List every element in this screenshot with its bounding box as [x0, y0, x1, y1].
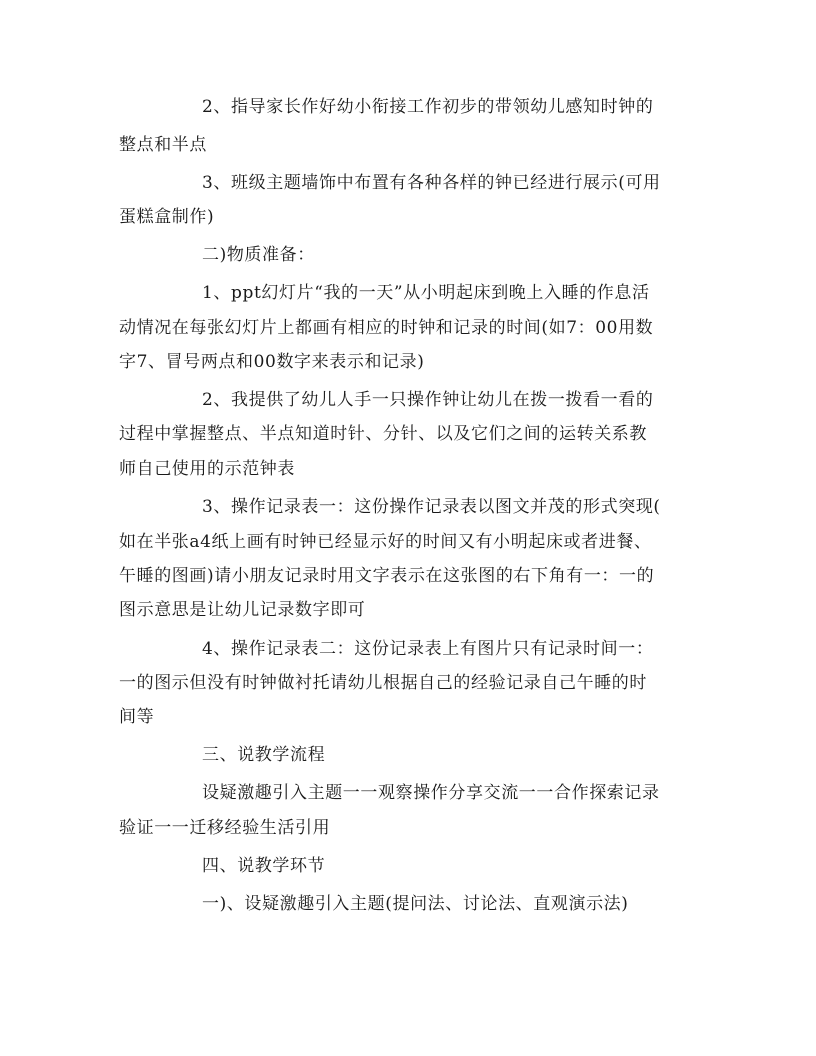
text-line: 过程中掌握整点、半点知道时针、分针、以及它们之间的运转关系教: [119, 424, 647, 444]
text-line: 一的图示但没有时钟做衬托请幼儿根据自己的经验记录自己午睡的时: [119, 673, 647, 693]
text-line: 图示意思是让幼儿记录数字即可: [119, 600, 366, 620]
section-heading: 二)物质准备：: [202, 245, 315, 265]
text-line: 午睡的图画)请小朋友记录时用文字表示在这张图的右下角有一：一的: [119, 566, 655, 586]
text-line: 3、操作记录表一：这份操作记录表以图文并茂的形式突现(: [202, 497, 661, 517]
text-line: 动情况在每张幻灯片上都画有相应的时钟和记录的时间(如7：00用数: [119, 318, 654, 338]
subsection-heading: 一)、设疑激趣引入主题(提问法、讨论法、直观演示法): [202, 894, 629, 914]
section-heading: 四、说教学环节: [202, 856, 326, 876]
text-line: 字7、冒号两点和00数字来表示和记录): [119, 352, 425, 372]
text-line: 间等: [119, 707, 155, 727]
text-line: 验证一一迁移经验生活引用: [119, 818, 331, 838]
text-line: 设疑激趣引入主题一一观察操作分享交流一一合作探索记录: [202, 783, 660, 803]
text-line: 如在半张a4纸上画有时钟已经显示好的时间又有小明起床或者进餐、: [119, 532, 652, 552]
section-heading: 三、说教学流程: [202, 745, 326, 765]
text-line: 4、操作记录表二：这份记录表上有图片只有记录时间一：: [202, 639, 654, 659]
text-line: 1、ppt幻灯片“我的一天”从小明起床到晚上入睡的作息活: [202, 283, 650, 303]
text-line: 师自己使用的示范钟表: [119, 459, 295, 479]
text-line: 3、班级主题墙饰中布置有各种各样的钟已经进行展示(可用: [202, 173, 661, 193]
text-line: 2、我提供了幼儿人手一只操作钟让幼儿在拨一拨看一看的: [202, 390, 654, 410]
text-line: 蛋糕盒制作): [119, 207, 215, 227]
text-line: 整点和半点: [119, 135, 207, 155]
text-line: 2、指导家长作好幼小衔接工作初步的带领幼儿感知时钟的: [202, 97, 654, 117]
